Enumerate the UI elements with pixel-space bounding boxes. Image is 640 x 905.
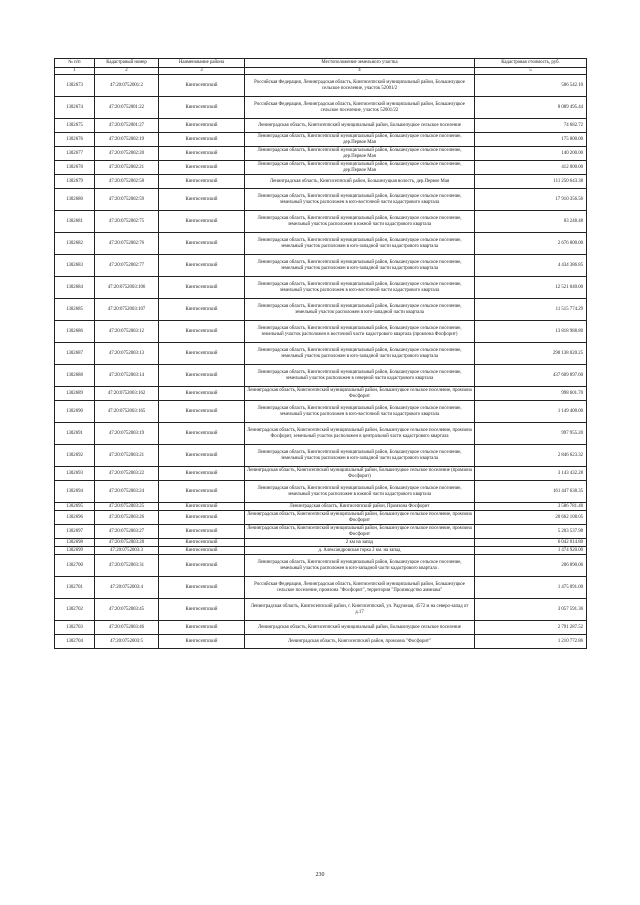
location-text: Ленинградская область, Кингисеппский муниципальный район, Большелуцкое сельское поселение, земельный участок расположен в юго-восточной части кадастрового квартала <box>245 189 475 211</box>
cadastral-number: 47:20:0752002:76 <box>95 233 159 255</box>
row-number: 1302684 <box>55 277 95 299</box>
column-number: 2 <box>95 68 159 75</box>
cadastral-number: 47:20:0752003:162 <box>95 387 159 401</box>
location-text: 2 км на запад <box>245 539 475 547</box>
cadastral-value: 998 601.70 <box>475 387 587 401</box>
district-name: Кингисеппский <box>159 233 245 255</box>
cadastral-number: 47:20:0752003:14 <box>95 365 159 387</box>
cadastral-value: 17 910 356.56 <box>475 189 587 211</box>
location-text: Ленинградская область, Кингисеппский муниципальный район, Большелуцкое сельское поселение, земельный участок расположен в юго-западной части кадастрового квартала <box>245 255 475 277</box>
header-location: Местоположение земельного участка <box>245 59 475 68</box>
row-number: 1302697 <box>55 525 95 539</box>
row-number: 1302695 <box>55 503 95 511</box>
cadastral-value-table <box>54 58 587 649</box>
district-name: Кингисеппский <box>159 423 245 445</box>
cadastral-number: 47:20:0752002:77 <box>95 255 159 277</box>
cadastral-value: 206 890.06 <box>475 555 587 577</box>
location-text: Ленинградская область, Кингисеппский муниципальный район, Большелуцкое сельское поселение <box>245 119 475 133</box>
location-text: Ленинградская область, Кингисеппский муниципальный район, Большелуцкое сельское поселение, промзона Фосфорит <box>245 511 475 525</box>
district-name: Кингисеппский <box>159 175 245 189</box>
cadastral-number: 47:20:0752003:25 <box>95 503 159 511</box>
cadastral-number: 47:20:0752003:3 <box>95 547 159 555</box>
cadastral-number: 47:20:0752001:22 <box>95 97 159 119</box>
location-text: Ленинградская область, Кингисеппский муниципальный район, Большелуцкое сельское поселение, земельный участок расположен в южной части кадастрового квартала <box>245 481 475 503</box>
table-row <box>55 599 587 621</box>
district-name: Кингисеппский <box>159 511 245 525</box>
district-name: Кингисеппский <box>159 161 245 175</box>
district-name: Кингисеппский <box>159 445 245 467</box>
row-number: 1302691 <box>55 423 95 445</box>
cadastral-value: 3 057 591.36 <box>475 599 587 621</box>
header-number: № п/п <box>55 59 95 68</box>
table-row <box>55 233 587 255</box>
column-number: 5 <box>475 68 587 75</box>
cadastral-value: 1 210 772.86 <box>475 635 587 649</box>
row-number: 1302696 <box>55 511 95 525</box>
row-number: 1302679 <box>55 175 95 189</box>
row-number: 1302692 <box>55 445 95 467</box>
cadastral-number: 47:20:0752002:75 <box>95 211 159 233</box>
table-row <box>55 97 587 119</box>
district-name: Кингисеппский <box>159 277 245 299</box>
cadastral-number: 47:20:0752003:21 <box>95 445 159 467</box>
district-name: Кингисеппский <box>159 547 245 555</box>
cadastral-number: 47:20:0752003:13 <box>95 343 159 365</box>
district-name: Кингисеппский <box>159 97 245 119</box>
cadastral-number: 47:20:0752003:46 <box>95 621 159 635</box>
cadastral-value: 997 955.20 <box>475 423 587 445</box>
district-name: Кингисеппский <box>159 555 245 577</box>
district-name: Кингисеппский <box>159 343 245 365</box>
header-cadastral-value: Кадастровая стоимость, руб. <box>475 59 587 68</box>
district-name: Кингисеппский <box>159 467 245 481</box>
row-number: 1302680 <box>55 189 95 211</box>
location-text: Ленинградская область, Кингисеппский муниципальный район, Большелуцкое сельское поселение <box>245 621 475 635</box>
table-row <box>55 635 587 649</box>
cadastral-value: 2 846 623.32 <box>475 445 587 467</box>
location-text: Ленинградская область, Кингисеппский район, Большелуцкая волость, дер.Первое Мая <box>245 175 475 189</box>
table-row <box>55 539 587 547</box>
location-text: Российская Федерация, Ленинградская область, Кингисеппский муниципальный район, Большелуцкое сельское поселение, участок 52001/22 <box>245 97 475 119</box>
cadastral-value: 586 542.10 <box>475 75 587 97</box>
district-name: Кингисеппский <box>159 577 245 599</box>
table-row <box>55 161 587 175</box>
row-number: 1302704 <box>55 635 95 649</box>
cadastral-number: 47:20:0752003:12 <box>95 321 159 343</box>
district-name: Кингисеппский <box>159 189 245 211</box>
location-text: Ленинградская область, Кингисеппский муниципальный район, Большелуцкое сельское поселение, земельный участок расположен в юго-западной части квартала <box>245 299 475 321</box>
header-district: Наименование района <box>159 59 245 68</box>
row-number: 1302699 <box>55 547 95 555</box>
column-number: 1 <box>55 68 95 75</box>
row-number: 1302701 <box>55 577 95 599</box>
row-number: 1302703 <box>55 621 95 635</box>
cadastral-value: 111 250 643.38 <box>475 175 587 189</box>
header-row <box>55 59 587 68</box>
row-number: 1302702 <box>55 599 95 621</box>
row-number: 1302683 <box>55 255 95 277</box>
row-number: 1302689 <box>55 387 95 401</box>
location-text: Российская Федерация, Ленинградская область, Кингисеппский муниципальный район, Большелуцкое сельское поселение, участок 52001/2 <box>245 75 475 97</box>
row-number: 1302686 <box>55 321 95 343</box>
district-name: Кингисеппский <box>159 321 245 343</box>
table-row <box>55 133 587 147</box>
cadastral-value: 83 248.48 <box>475 211 587 233</box>
cadastral-number: 47:20:0752001:27 <box>95 119 159 133</box>
table-row <box>55 75 587 97</box>
row-number: 1302687 <box>55 343 95 365</box>
column-number: 4 <box>245 68 475 75</box>
table-row <box>55 481 587 503</box>
cadastral-value: 5 203 537.98 <box>475 525 587 539</box>
table-row <box>55 119 587 133</box>
row-number: 1302693 <box>55 467 95 481</box>
cadastral-number: 47:20:0752003:106 <box>95 277 159 299</box>
header-cadastral-number: Кадастровый номер <box>95 59 159 68</box>
location-text: Ленинградская область, Кингисеппский муниципальный район, Большелуцкое сельское поселение, земельный участок расположен в юго-западной части кадастрового квартала <box>245 233 475 255</box>
table-row <box>55 401 587 423</box>
district-name: Кингисеппский <box>159 481 245 503</box>
district-name: Кингисеппский <box>159 255 245 277</box>
cadastral-value: 3 586 781.48 <box>475 503 587 511</box>
cadastral-value: 175 000.00 <box>475 133 587 147</box>
district-name: Кингисеппский <box>159 119 245 133</box>
cadastral-value: 140 200.00 <box>475 147 587 161</box>
column-number: 3 <box>159 68 245 75</box>
cadastral-table-sheet <box>54 58 586 649</box>
cadastral-value: 8 089 495.44 <box>475 97 587 119</box>
row-number: 1302676 <box>55 133 95 147</box>
cadastral-number: 47:20:0752003:19 <box>95 423 159 445</box>
district-name: Кингисеппский <box>159 539 245 547</box>
row-number: 1302690 <box>55 401 95 423</box>
cadastral-number: 47:20:0752003:26 <box>95 511 159 525</box>
cadastral-number: 47:20:0752003:4 <box>95 577 159 599</box>
row-number: 1302700 <box>55 555 95 577</box>
cadastral-value: 2 676 800.00 <box>475 233 587 255</box>
cadastral-number: 47:20:0752003:27 <box>95 525 159 539</box>
cadastral-number: 47:20:0752002:58 <box>95 175 159 189</box>
district-name: Кингисеппский <box>159 365 245 387</box>
cadastral-value: 6 042 014.80 <box>475 539 587 547</box>
location-text: Ленинградская область, Кингисеппский муниципальный район, Большелуцкое сельское поселение (промзона Фосфорит) <box>245 467 475 481</box>
table-row <box>55 189 587 211</box>
cadastral-number: 47:20:0752003:31 <box>95 555 159 577</box>
row-number: 1302688 <box>55 365 95 387</box>
cadastral-number: 47:20:0752002:19 <box>95 133 159 147</box>
table-row <box>55 525 587 539</box>
cadastral-value: 13 818 988.80 <box>475 321 587 343</box>
column-number-row <box>55 68 587 75</box>
row-number: 1302674 <box>55 97 95 119</box>
cadastral-value: 12 521 040.00 <box>475 277 587 299</box>
row-number: 1302673 <box>55 75 95 97</box>
row-number: 1302694 <box>55 481 95 503</box>
location-text: д. Александровская горка 2 км. на запад <box>245 547 475 555</box>
table-row <box>55 365 587 387</box>
location-text: Ленинградская область, Кингисеппский муниципальный район, Большелуцкое сельское поселение, земельный участок расположен в юго-восточной части кадастрового квартала <box>245 401 475 423</box>
cadastral-value: 412 000.00 <box>475 161 587 175</box>
cadastral-number: 47:20:0752002:59 <box>95 189 159 211</box>
district-name: Кингисеппский <box>159 211 245 233</box>
table-row <box>55 321 587 343</box>
district-name: Кингисеппский <box>159 401 245 423</box>
location-text: Ленинградская область, Кингисеппский муниципальный район, Большелуцкое сельское поселение, промзона Фосфорит <box>245 525 475 539</box>
location-text: Ленинградская область, Кингисеппский район, промзона "Фосфорит" <box>245 635 475 649</box>
table-row <box>55 445 587 467</box>
location-text: Ленинградская область, Кингисеппский муниципальный район, Большелуцкое сельское поселение, земельный участок расположен в юго-западной части кадастрового квартала <box>245 445 475 467</box>
cadastral-number: 47:20:0752003:24 <box>95 481 159 503</box>
district-name: Кингисеппский <box>159 387 245 401</box>
row-number: 1302675 <box>55 119 95 133</box>
cadastral-number: 47:20:0752001:2 <box>95 75 159 97</box>
table-row <box>55 299 587 321</box>
location-text: Ленинградская область, Кингисеппский муниципальный район, Большелуцкое сельское поселение, дер.Первое Мая <box>245 147 475 161</box>
cadastral-number: 47:20:0752003:22 <box>95 467 159 481</box>
cadastral-number: 47:20:0752002:20 <box>95 147 159 161</box>
district-name: Кингисеппский <box>159 503 245 511</box>
location-text: Ленинградская область, Кингисеппский муниципальный район, Большелуцкое сельское поселение, промзона Фосфорит, земельный участок расположен в центральной части кадастрового квартала <box>245 423 475 445</box>
table-row <box>55 547 587 555</box>
location-text: Ленинградская область, Кингисеппский район, Промзона Фосфорит <box>245 503 475 511</box>
district-name: Кингисеппский <box>159 635 245 649</box>
cadastral-value: 2 791 287.52 <box>475 621 587 635</box>
table-row <box>55 511 587 525</box>
location-text: Российская Федерация, Ленинградская область, Кингисеппский муниципальный район, Большелуцкое сельское поселение, промзона "Фосфорит", территория "Производство аммиака" <box>245 577 475 599</box>
table-row <box>55 467 587 481</box>
row-number: 1302677 <box>55 147 95 161</box>
row-number: 1302681 <box>55 211 95 233</box>
cadastral-number: 47:20:0752003:165 <box>95 401 159 423</box>
table-row <box>55 147 587 161</box>
district-name: Кингисеппский <box>159 299 245 321</box>
table-row <box>55 621 587 635</box>
cadastral-value: 437 609 897.60 <box>475 365 587 387</box>
table-row <box>55 423 587 445</box>
location-text: Ленинградская область, Кингисеппский район, г. Кингисеппский, ул. Радужная, 4572 м на северо-запад от д.17 <box>245 599 475 621</box>
cadastral-number: 47:20:0752003:5 <box>95 635 159 649</box>
cadastral-value: 11 515 774.29 <box>475 299 587 321</box>
location-text: Ленинградская область, Кингисеппский муниципальный район, Большелуцкое сельское поселение, земельный участок расположен в юго-западной части кадастрового квартала . <box>245 555 475 577</box>
row-number: 1302678 <box>55 161 95 175</box>
cadastral-number: 47:20:0752002:21 <box>95 161 159 175</box>
cadastral-value: 20 662 108.05 <box>475 511 587 525</box>
district-name: Кингисеппский <box>159 621 245 635</box>
cadastral-value: 4 434 386.85 <box>475 255 587 277</box>
cadastral-number: 47:20:0752003:107 <box>95 299 159 321</box>
row-number: 1302682 <box>55 233 95 255</box>
location-text: Ленинградская область, Кингисеппский муниципальный район, Большелуцкое сельское поселение, дер.Первое Мая <box>245 161 475 175</box>
row-number: 1302685 <box>55 299 95 321</box>
location-text: Ленинградская область, Кингисеппский муниципальный район, Большелуцкое сельское поселение, земельный участок расположен в восточной части кадастрового квартала (промзона Фосфорит) <box>245 321 475 343</box>
location-text: Ленинградская область, Кингисеппский муниципальный район, Большелуцкое сельское поселение, земельный участок расположен в юго-западной части кадастрового квартала <box>245 343 475 365</box>
district-name: Кингисеппский <box>159 75 245 97</box>
table-row <box>55 255 587 277</box>
cadastral-value: 3 143 432.28 <box>475 467 587 481</box>
cadastral-value: 298 138 020.25 <box>475 343 587 365</box>
table-row <box>55 211 587 233</box>
table-row <box>55 577 587 599</box>
row-number: 1302698 <box>55 539 95 547</box>
district-name: Кингисеппский <box>159 147 245 161</box>
page-number: 230 <box>315 872 325 878</box>
location-text: Ленинградская область, Кингисеппский муниципальный район, Большелуцкое сельское поселение, земельный участок расположен в северной части кадастрового квартала <box>245 365 475 387</box>
district-name: Кингисеппский <box>159 525 245 539</box>
cadastral-number: 47:20:0752003:45 <box>95 599 159 621</box>
location-text: Ленинградская область, Кингисеппский муниципальный район, Большелуцкое сельское поселение, промзона Фосфорит <box>245 387 475 401</box>
cadastral-number: 47:20:0752003:28 <box>95 539 159 547</box>
district-name: Кингисеппский <box>159 599 245 621</box>
cadastral-value: 1 475 091.00 <box>475 577 587 599</box>
table-row <box>55 555 587 577</box>
location-text: Ленинградская область, Кингисеппский муниципальный район, Большелуцкое сельское поселение, земельный участок расположен в южной части кадастрового квартала <box>245 211 475 233</box>
cadastral-value: 1 149 400.00 <box>475 401 587 423</box>
location-text: Ленинградская область, Кингисеппский муниципальный район, Большелуцкое сельское поселение, земельный участок расположен в юго-восточной части кадастрового квартала <box>245 277 475 299</box>
table-row <box>55 343 587 365</box>
table-row <box>55 387 587 401</box>
table-row <box>55 277 587 299</box>
table-row <box>55 175 587 189</box>
location-text: Ленинградская область, Кингисеппский муниципальный район, Большелуцкое сельское поселение, дер.Первое Мая <box>245 133 475 147</box>
cadastral-value: 1 474 920.00 <box>475 547 587 555</box>
table-row <box>55 503 587 511</box>
district-name: Кингисеппский <box>159 133 245 147</box>
cadastral-value: 161 447 638.35 <box>475 481 587 503</box>
cadastral-value: 74 682.72 <box>475 119 587 133</box>
